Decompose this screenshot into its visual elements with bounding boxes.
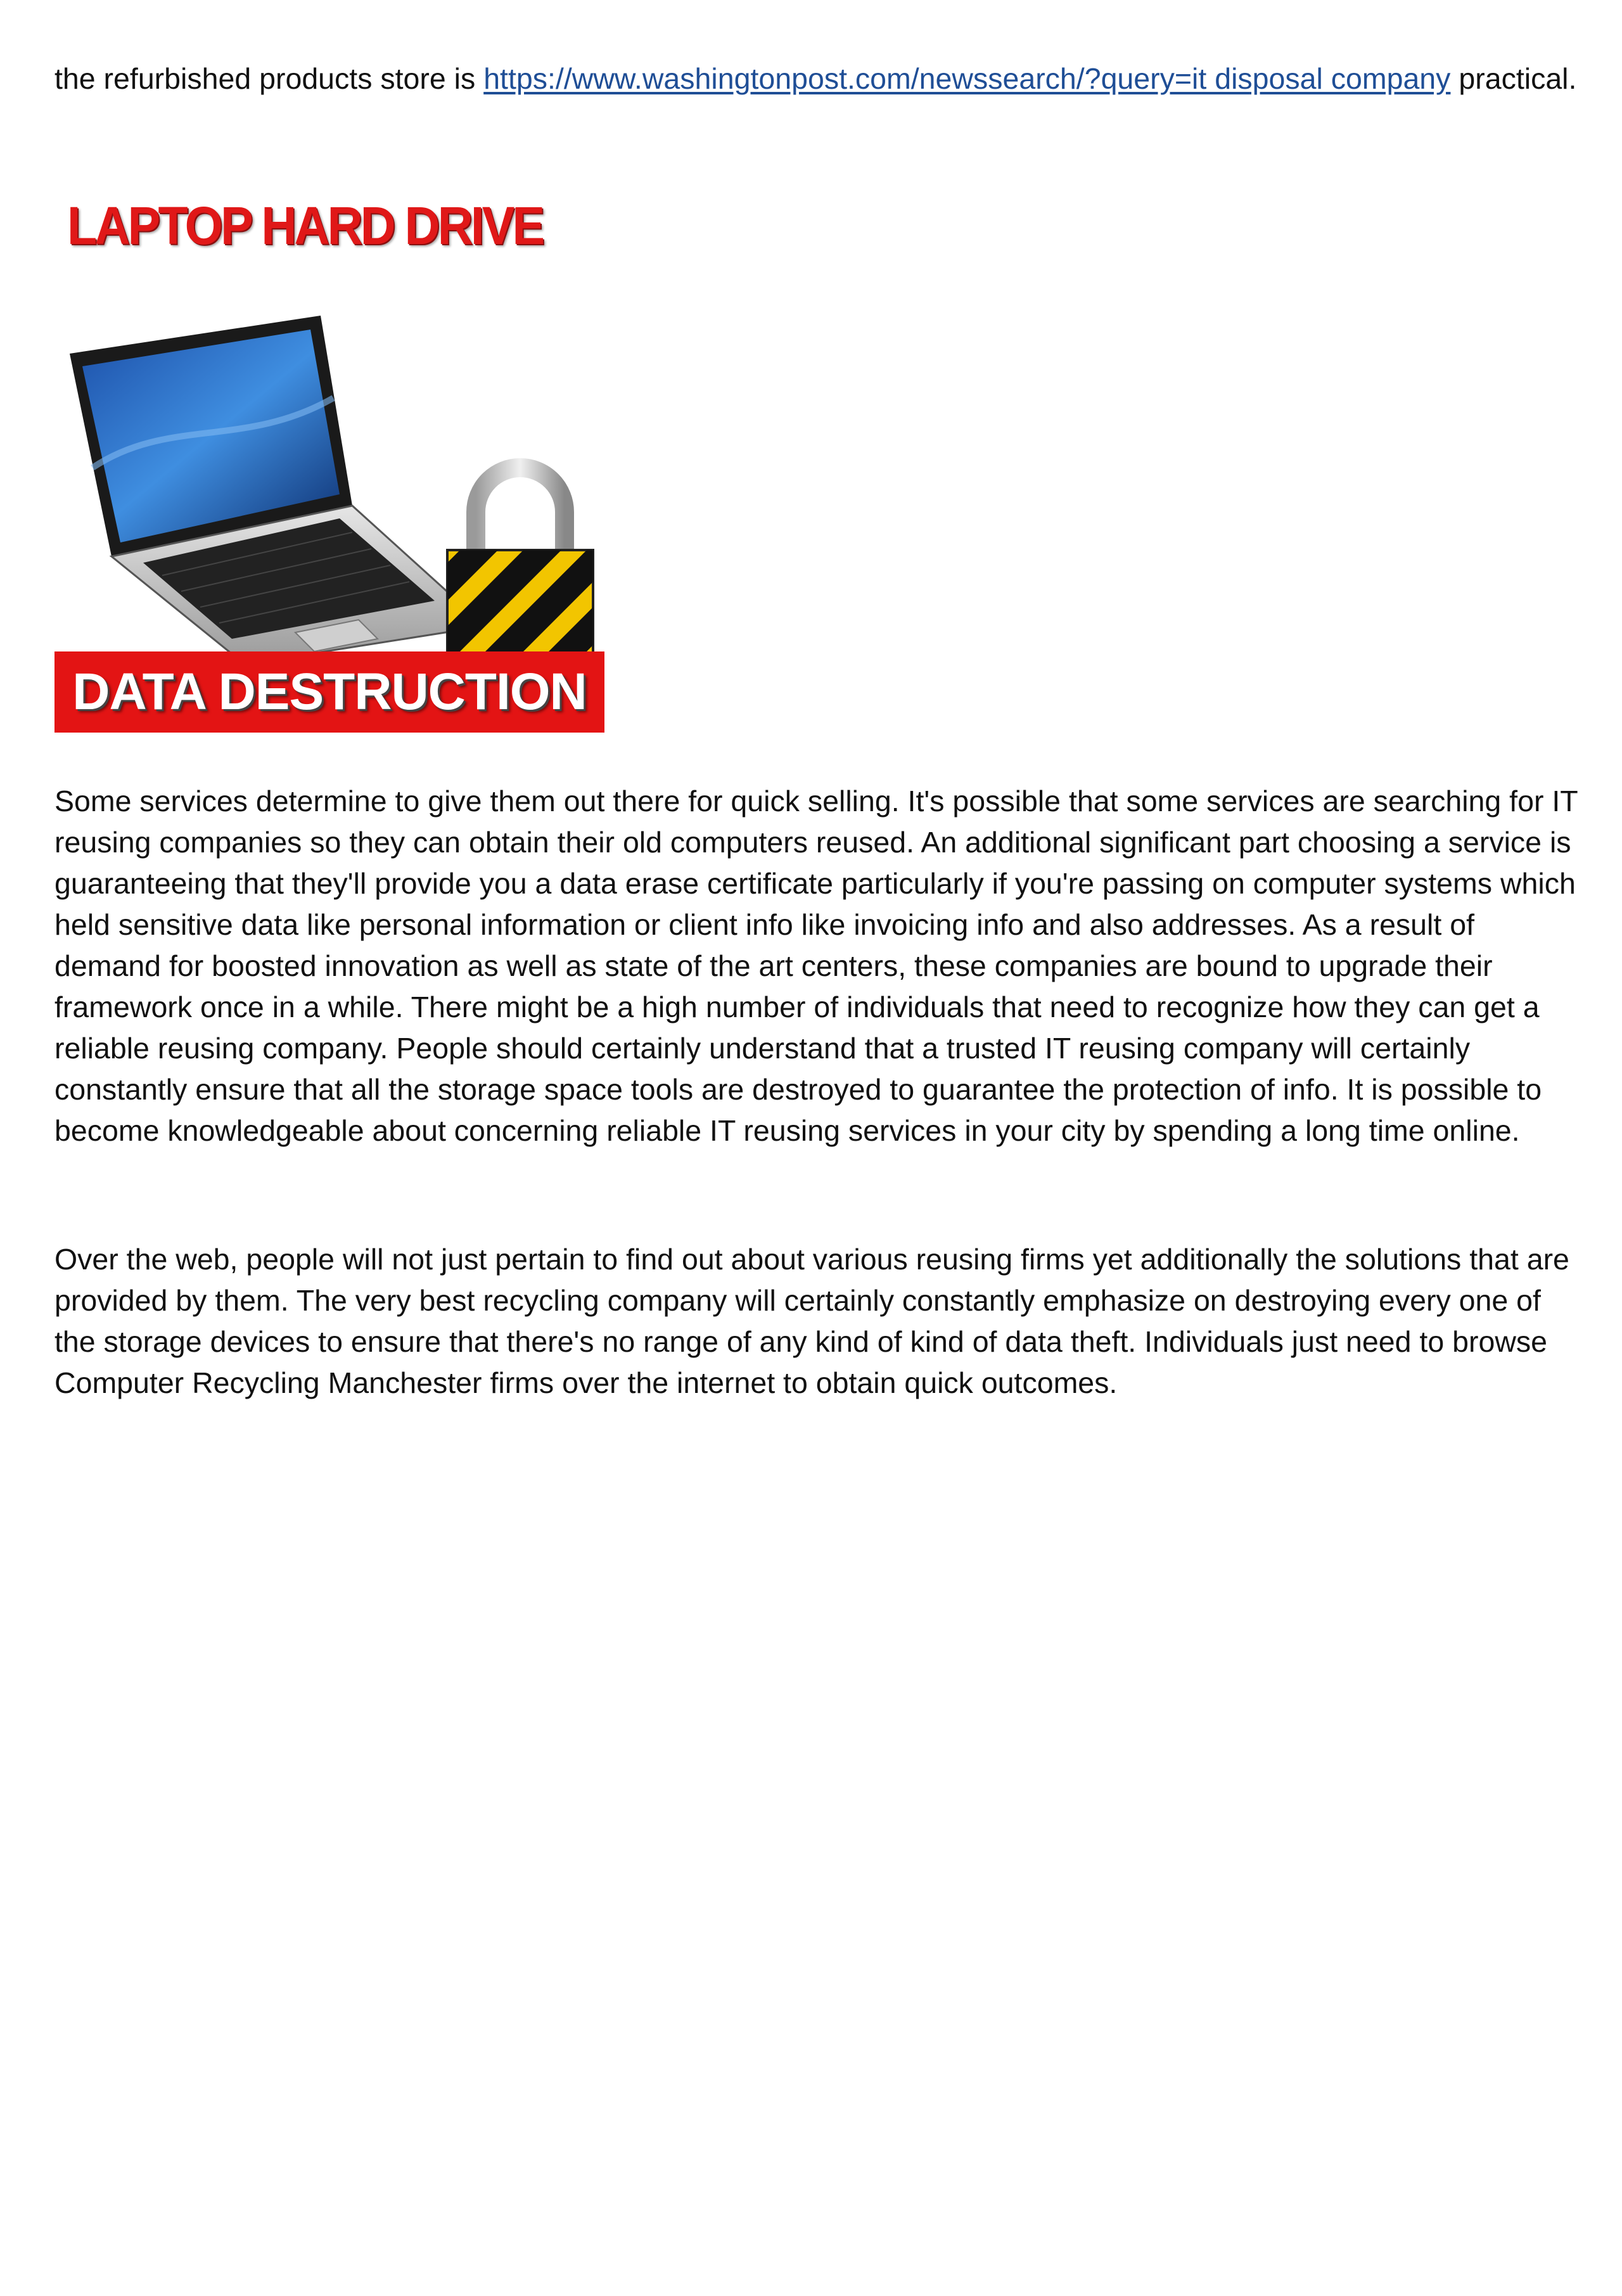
figure-title: LAPTOP HARD DRIVE <box>67 196 543 255</box>
figure-banner <box>54 651 604 733</box>
figure-banner-text: DATA DESTRUCTION <box>72 663 587 721</box>
data-destruction-image <box>54 183 604 733</box>
intro-text-before: the refurbished products store is <box>54 62 484 95</box>
intro-paragraph <box>54 58 1588 99</box>
padlock-icon <box>441 455 599 658</box>
washingtonpost-link[interactable]: https://www.washingtonpost.com/newssearch/?query=it disposal company <box>483 62 1451 95</box>
body-paragraph-1: Some services determine to give them out there for quick selling. It's possible that some services are searching for IT reusing companies so they can obtain their old computers reused. An additional significant part choosing a service is guaranteeing that they'll provide you a data erase certificate particularly if you're passing on computer systems which held sensitive data like personal information or client info like invoicing info and also addresses. As a result of demand for boosted innovation as well as state of the art centers, these companies are bound to upgrade their framework once in a while. There might be a high number of individuals that need to recognize how they can get a reliable reusing company. People should certainly understand that a trusted IT reusing company will certainly constantly ensure that all the storage space tools are destroyed to guarantee the protection of info. It is possible to become knowledgeable about concerning reliable IT reusing services in your city by spending a long time online. <box>54 785 1578 1147</box>
body-paragraph-2: Over the web, people will not just pertain to find out about various reusing firms yet additionally the solutions that are provided by them. The very best recycling company will certainly constantly emphasize on destroying every one of the storage devices to ensure that there's no range of any kind of kind of data theft. Individuals just need to browse Computer Recycling Manchester firms over the internet to obtain quick outcomes. <box>54 1243 1569 1399</box>
intro-text-after: practical. <box>1450 62 1577 95</box>
